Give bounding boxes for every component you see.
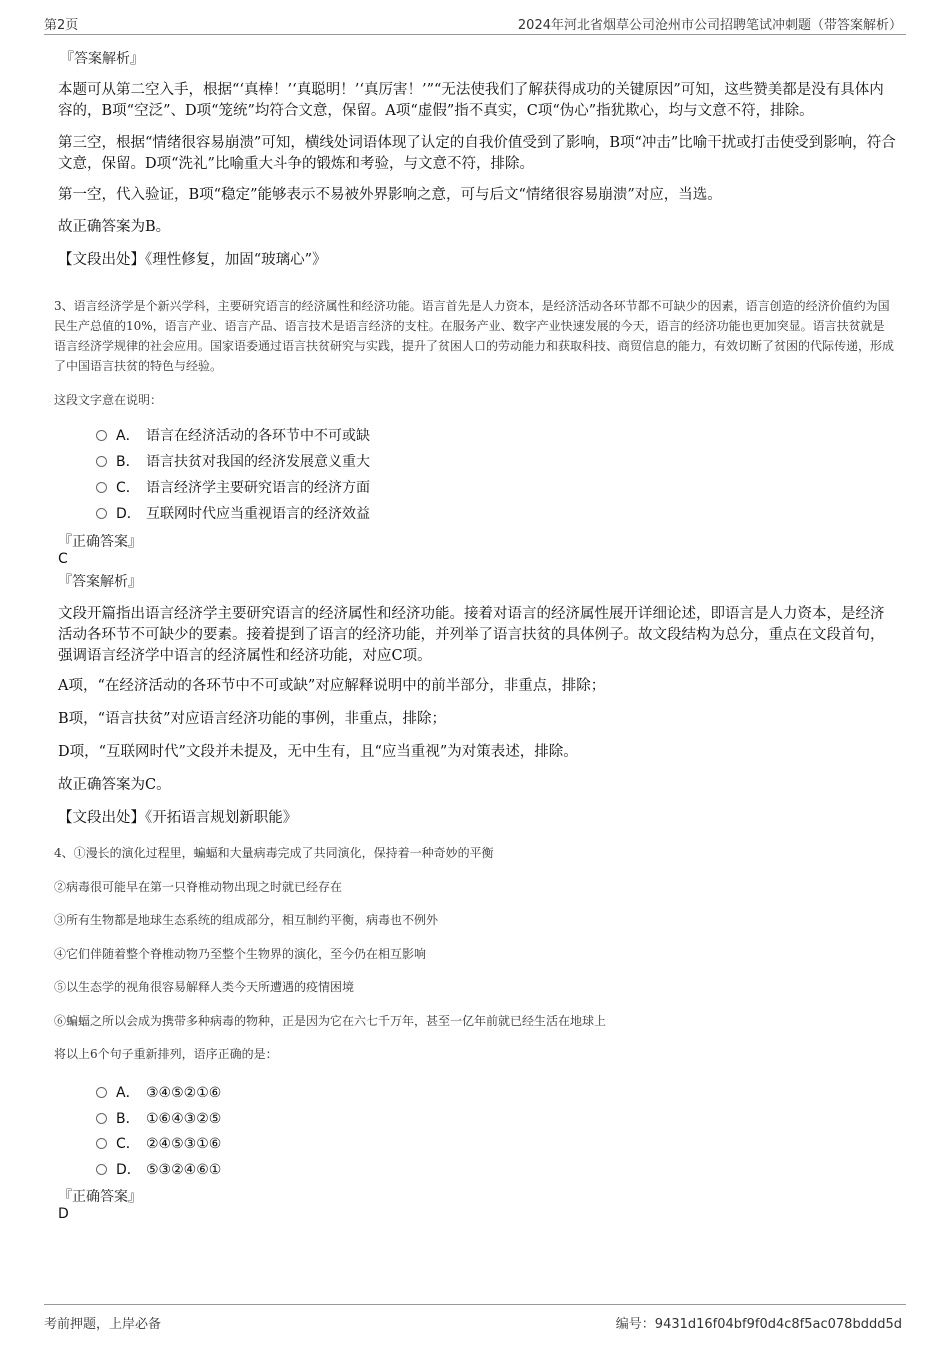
option-text: ②④⑤③①⑥ xyxy=(146,1136,222,1152)
page-footer xyxy=(44,1304,906,1332)
q3-option-d[interactable] xyxy=(96,503,370,523)
document-title: 2024年河北省烟草公司沧州市公司招聘笔试冲刺题（带答案解析） xyxy=(517,18,902,33)
q3-analysis-p2: A项，“在经济活动的各环节中不可或缺”对应解释说明中的前半部分，非重点，排除； xyxy=(58,678,606,694)
q3-question: 这段文字意在说明： xyxy=(54,393,163,407)
option-letter: C． xyxy=(116,1136,140,1152)
q4-sentence-2: ②病毒很可能早在第一只脊椎动物出现之时就已经存在 xyxy=(54,880,343,894)
q3-analysis-label: 『答案解析』 xyxy=(58,574,142,590)
radio-icon[interactable] xyxy=(96,1087,107,1098)
radio-icon[interactable] xyxy=(96,1164,107,1175)
q3-analysis-p5: 故正确答案为C。 xyxy=(58,777,171,793)
q2-analysis-p2: 第三空，根据“情绪很容易崩溃”可知，横线处词语体现了认定的自我价值受到了影响，B项“冲击”比喻干扰或打击使受到影响，符合文意，保留。D项“洗礼”比喻重大斗争的锻炼和考验，与文意不符，排除。 xyxy=(58,135,896,172)
q3-stem: 3、语言经济学是个新兴学科，主要研究语言的经济属性和经济功能。语言首先是人力资本，是经济活动各环节都不可缺少的因素，语言创造的经济价值约为国民生产总值的10%，语言产业、语言产品、语言技术是语言经济的支柱。在服务产业、数字产业快速发展的今天，语言的经济功能也更加突显。语言扶贫就是语言经济学规律的社会应用。国家语委通过语言扶贫研究与实践，提升了贫困人口的劳动能力和获取科技、商贸信息的能力，有效切断了贫困的代际传递，形成了中国语言扶贫的特色与经验。 xyxy=(54,299,895,373)
option-text: 互联网时代应当重视语言的经济效益 xyxy=(146,506,370,522)
q4-sentence-3: ③所有生物都是地球生态系统的组成部分，相互制约平衡，病毒也不例外 xyxy=(54,913,439,927)
q3-option-a[interactable] xyxy=(96,425,370,445)
option-letter: A． xyxy=(116,1085,140,1101)
q2-analysis-p4: 故正确答案为B。 xyxy=(58,219,171,235)
option-letter: A． xyxy=(116,428,140,444)
q4-correct-answer: D xyxy=(58,1206,69,1222)
option-letter: D． xyxy=(116,506,141,522)
q4-sentence-5: ⑤以生态学的视角很容易解释人类今天所遭遇的疫情困境 xyxy=(54,980,355,994)
q4-sentence-4: ④它们伴随着整个脊椎动物乃至整个生物界的演化，至今仍在相互影响 xyxy=(54,947,427,961)
document-code: 编号：9431d16f04bf9f0d4c8f5ac078bddd5d xyxy=(615,1317,902,1332)
option-letter: B． xyxy=(116,1111,140,1127)
page-number: 第2页 xyxy=(44,18,79,33)
q3-option-b[interactable] xyxy=(96,451,370,471)
option-text: ③④⑤②①⑥ xyxy=(146,1085,222,1101)
q4-sentence-6: ⑥蝙蝠之所以会成为携带多种病毒的物种，正是因为它在六七千万年，甚至一亿年前就已经生活在地球上 xyxy=(54,1014,607,1028)
q3-option-c[interactable] xyxy=(96,477,370,497)
q2-source: 【文段出处】《理性修复，加固“玻璃心”》 xyxy=(58,252,327,268)
radio-icon[interactable] xyxy=(96,482,107,493)
radio-icon[interactable] xyxy=(96,456,107,467)
q4-option-a[interactable] xyxy=(96,1082,221,1102)
q3-correct-answer: C xyxy=(58,551,68,567)
q4-correct-label: 『正确答案』 xyxy=(58,1189,142,1205)
option-letter: D． xyxy=(116,1162,141,1178)
radio-icon[interactable] xyxy=(96,1138,107,1149)
radio-icon[interactable] xyxy=(96,1113,107,1124)
q4-option-b[interactable] xyxy=(96,1108,221,1128)
option-text: 语言在经济活动的各环节中不可或缺 xyxy=(146,428,370,444)
radio-icon[interactable] xyxy=(96,508,107,519)
q2-analysis-p1: 本题可从第二空入手，根据“‘真棒！’‘真聪明！’‘真厉害！’”“无法使我们了解获得成功的关键原因”可知，这些赞美都是没有具体内容的，B项“空泛”、D项“笼统”均符合文意，保留。A项“虚假”指不真实，C项“伪心”指犹欺心，均与文意不符，排除。 xyxy=(58,82,884,119)
option-letter: C． xyxy=(116,480,140,496)
q3-analysis-p3: B项，“语言扶贫”对应语言经济功能的事例，非重点，排除； xyxy=(58,711,446,727)
q4-question: 将以上6个句子重新排列，语序正确的是： xyxy=(54,1047,278,1061)
option-text: ①⑥④③②⑤ xyxy=(146,1111,222,1127)
q4-option-d[interactable] xyxy=(96,1159,221,1179)
q3-analysis-p4: D项，“互联网时代”文段并未提及，无中生有，且“应当重视”为对策表述，排除。 xyxy=(58,744,578,760)
footer-slogan: 考前押题，上岸必备 xyxy=(44,1317,162,1332)
radio-icon[interactable] xyxy=(96,430,107,441)
page-header xyxy=(44,12,906,35)
q4-sentence-1: 4、①漫长的演化过程里，蝙蝠和大量病毒完成了共同演化，保持着一种奇妙的平衡 xyxy=(54,846,494,860)
q2-analysis-p3: 第一空，代入验证，B项“稳定”能够表示不易被外界影响之意，可与后文“情绪很容易崩溃”对应，当选。 xyxy=(58,187,722,203)
option-text: 语言扶贫对我国的经济发展意义重大 xyxy=(146,454,370,470)
q3-correct-label: 『正确答案』 xyxy=(58,534,142,550)
option-text: ⑤③②④⑥① xyxy=(146,1162,222,1178)
q3-analysis-p1: 文段开篇指出语言经济学主要研究语言的经济属性和经济功能。接着对语言的经济属性展开详细论述，即语言是人力资本，是经济活动各环节不可缺少的要素。接着提到了语言的经济功能，并列举了语言扶贫的具体例子。故文段结构为总分，重点在文段首句，强调语言经济学中语言的经济属性和经济功能，对应C项。 xyxy=(58,606,885,664)
option-letter: B． xyxy=(116,454,140,470)
q2-analysis-label: 『答案解析』 xyxy=(60,51,144,67)
option-text: 语言经济学主要研究语言的经济方面 xyxy=(146,480,370,496)
q3-source: 【文段出处】《开拓语言规划新职能》 xyxy=(58,810,298,826)
q4-option-c[interactable] xyxy=(96,1133,221,1153)
